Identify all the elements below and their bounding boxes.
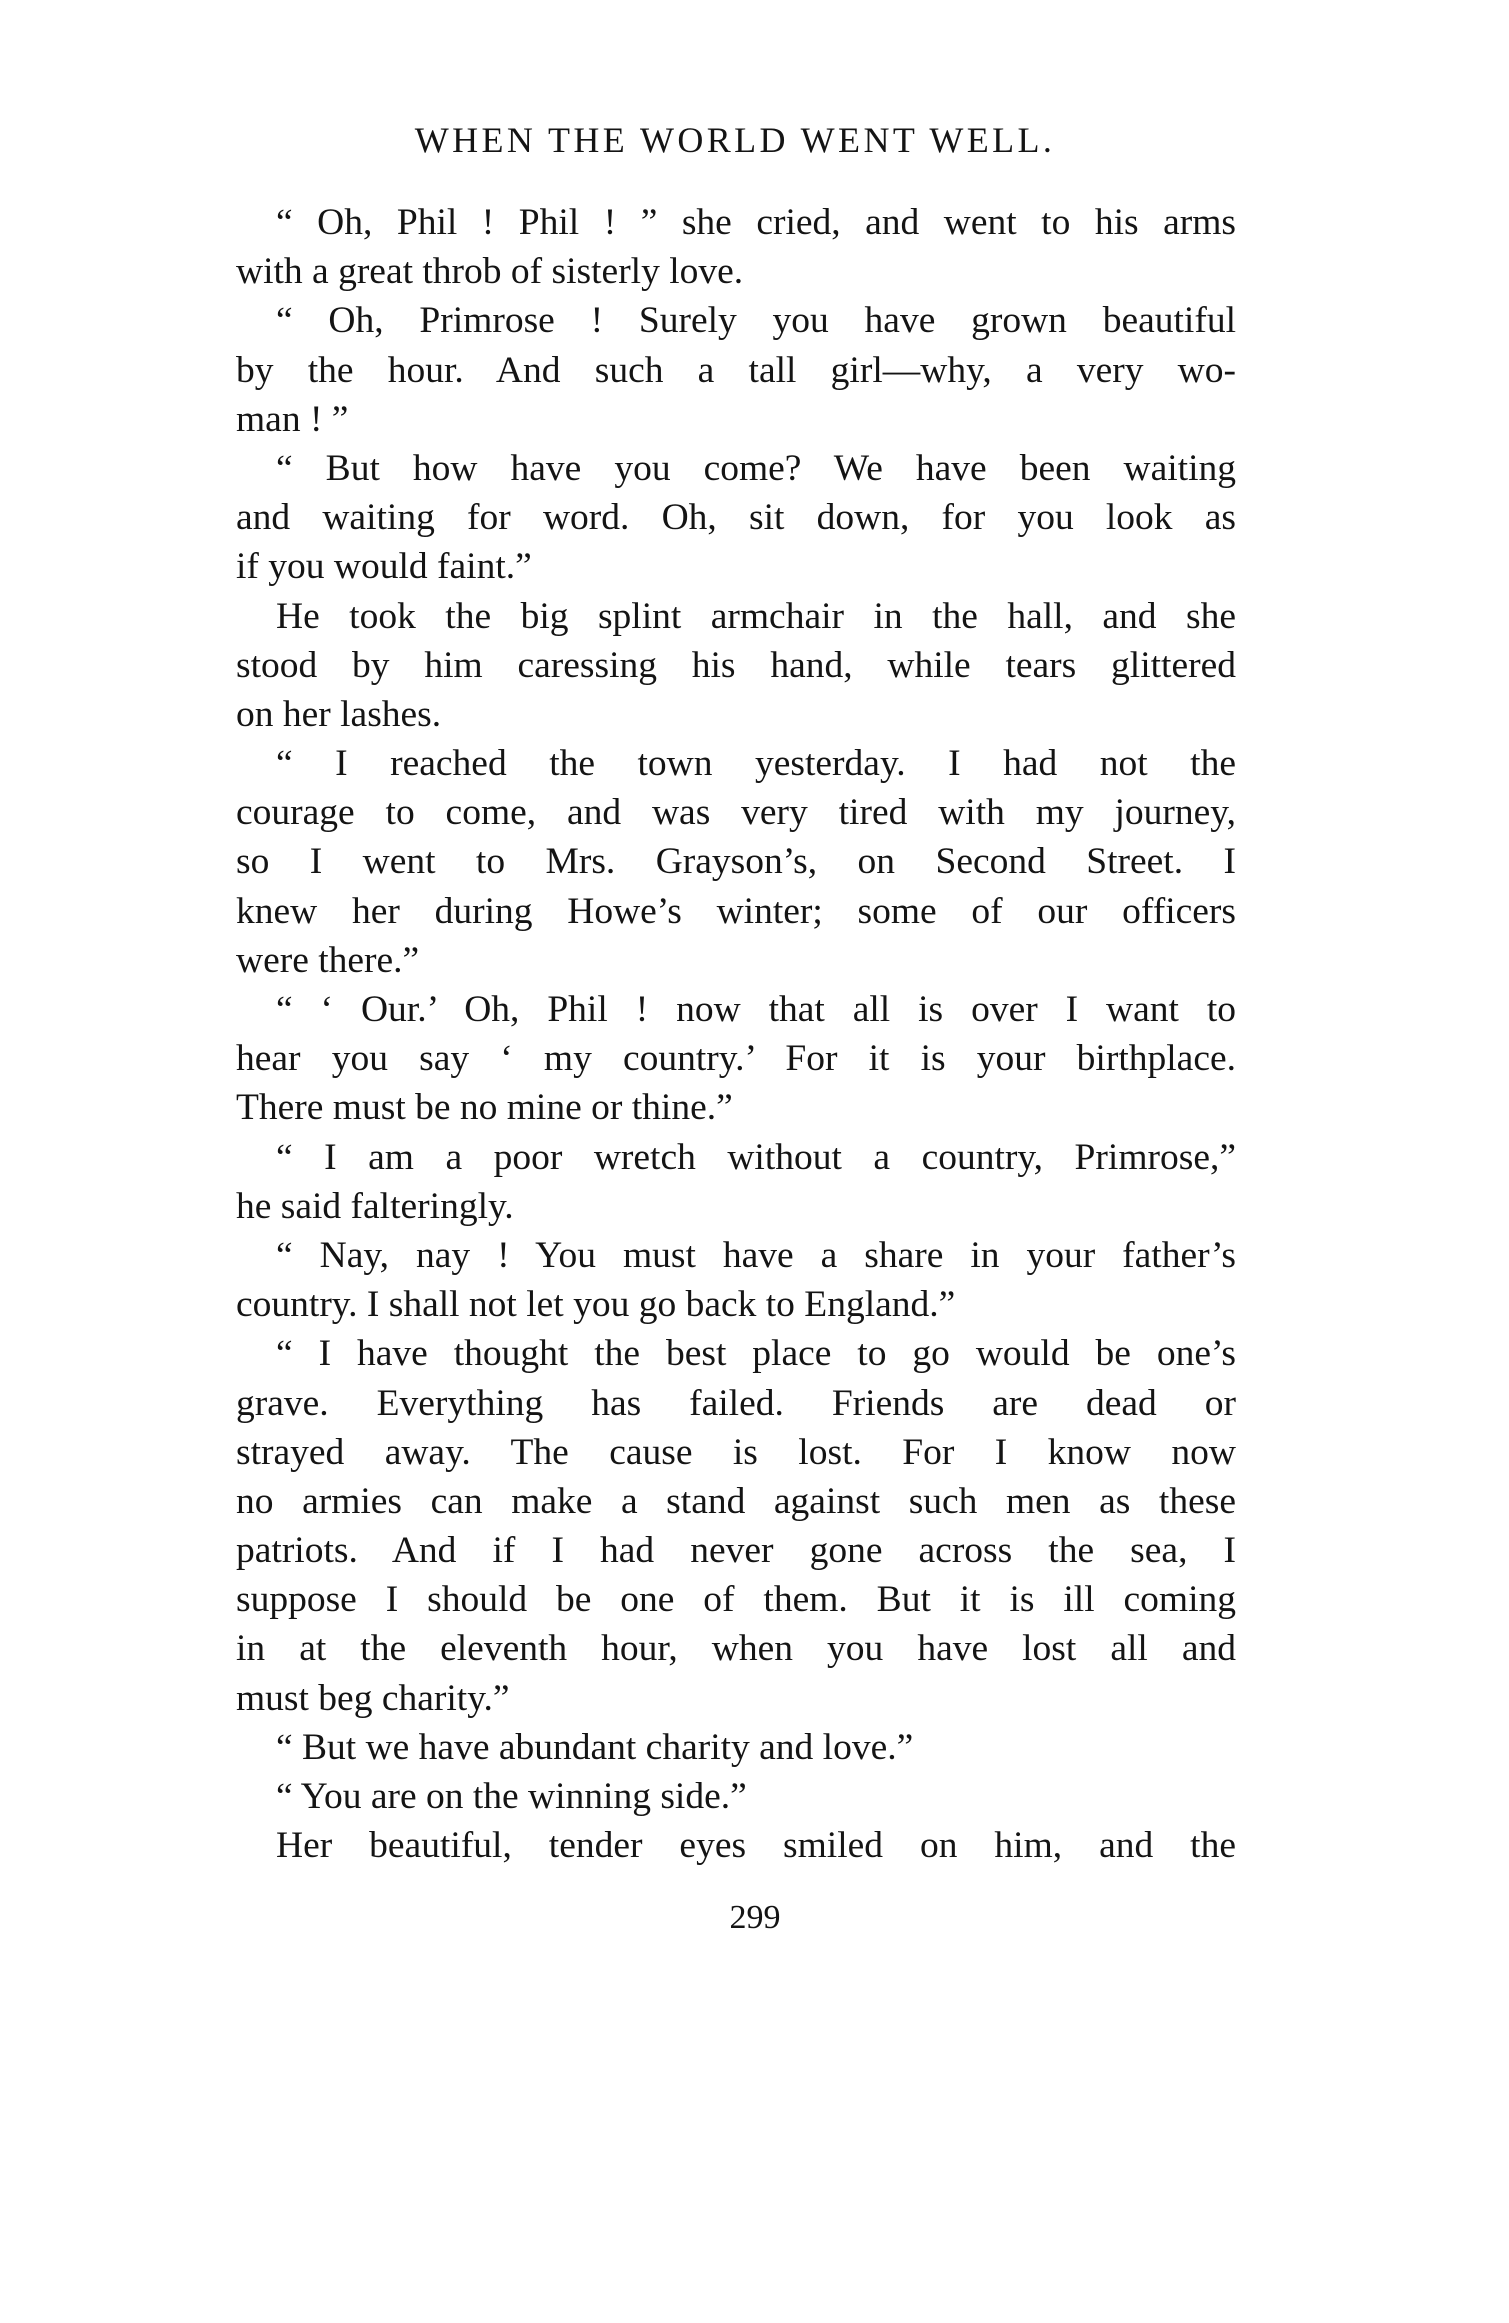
text-line: so I went to Mrs. Grayson’s, on Second Street. I	[236, 841, 1236, 883]
text-line: “ Nay, nay ! You must have a share in your father’s	[276, 1234, 1236, 1276]
text-line: if you would faint.”	[236, 546, 532, 588]
text-line: Her beautiful, tender eyes smiled on him, and the	[276, 1825, 1236, 1867]
text-line: “ Oh, Primrose ! Surely you have grown beautiful	[276, 300, 1236, 342]
text-line: “ I am a poor wretch without a country, Primrose,”	[276, 1136, 1236, 1178]
text-line: “ Oh, Phil ! Phil ! ” she cried, and went to his arms	[276, 202, 1236, 243]
text-line: “ I have thought the best place to go would be one’s	[276, 1333, 1236, 1375]
text-line: He took the big splint armchair in the hall, and she	[276, 595, 1236, 637]
text-line: “ I reached the town yesterday. I had not the	[276, 743, 1236, 785]
text-line: suppose I should be one of them. But it is ill coming	[236, 1579, 1236, 1621]
text-line: “ But how have you come? We have been waiting	[276, 447, 1236, 489]
text-line: There must be no mine or thine.”	[236, 1087, 733, 1129]
text-line: strayed away. The cause is lost. For I know now	[236, 1431, 1236, 1473]
text-line: “ ‘ Our.’ Oh, Phil ! now that all is over I want to	[276, 989, 1236, 1030]
text-line: knew her during Howe’s winter; some of our officers	[236, 890, 1236, 932]
text-line: country. I shall not let you go back to England.”	[236, 1284, 956, 1326]
page-number: 299	[729, 1899, 781, 1936]
text-line: were there.”	[236, 939, 420, 981]
text-line: courage to come, and was very tired with my journey,	[236, 792, 1236, 834]
text-line: man ! ”	[236, 398, 349, 440]
text-line: stood by him caressing his hand, while tears glittered	[236, 644, 1236, 686]
body-text	[236, 198, 1236, 1870]
text-line: with a great throb of sisterly love.	[236, 251, 744, 293]
text-line: “ But we have abundant charity and love.”	[276, 1726, 914, 1768]
text-line: grave. Everything has failed. Friends are dead or	[236, 1382, 1236, 1424]
text-line: on her lashes.	[236, 693, 442, 735]
text-line: hear you say ‘ my country.’ For it is your birthplace.	[236, 1038, 1236, 1080]
text-line: and waiting for word. Oh, sit down, for you look as	[236, 497, 1236, 539]
text-line: must beg charity.”	[236, 1677, 510, 1719]
text-line: patriots. And if I had never gone across the sea, I	[236, 1530, 1236, 1572]
text-line: no armies can make a stand against such men as these	[236, 1480, 1236, 1522]
text-line: by the hour. And such a tall girl—why, a very wo-	[236, 349, 1236, 391]
running-head: WHEN THE WORLD WENT WELL.	[414, 120, 1056, 160]
text-line: in at the eleventh hour, when you have lost all and	[236, 1628, 1236, 1670]
text-line: “ You are on the winning side.”	[276, 1776, 747, 1817]
text-line: he said falteringly.	[236, 1185, 514, 1227]
